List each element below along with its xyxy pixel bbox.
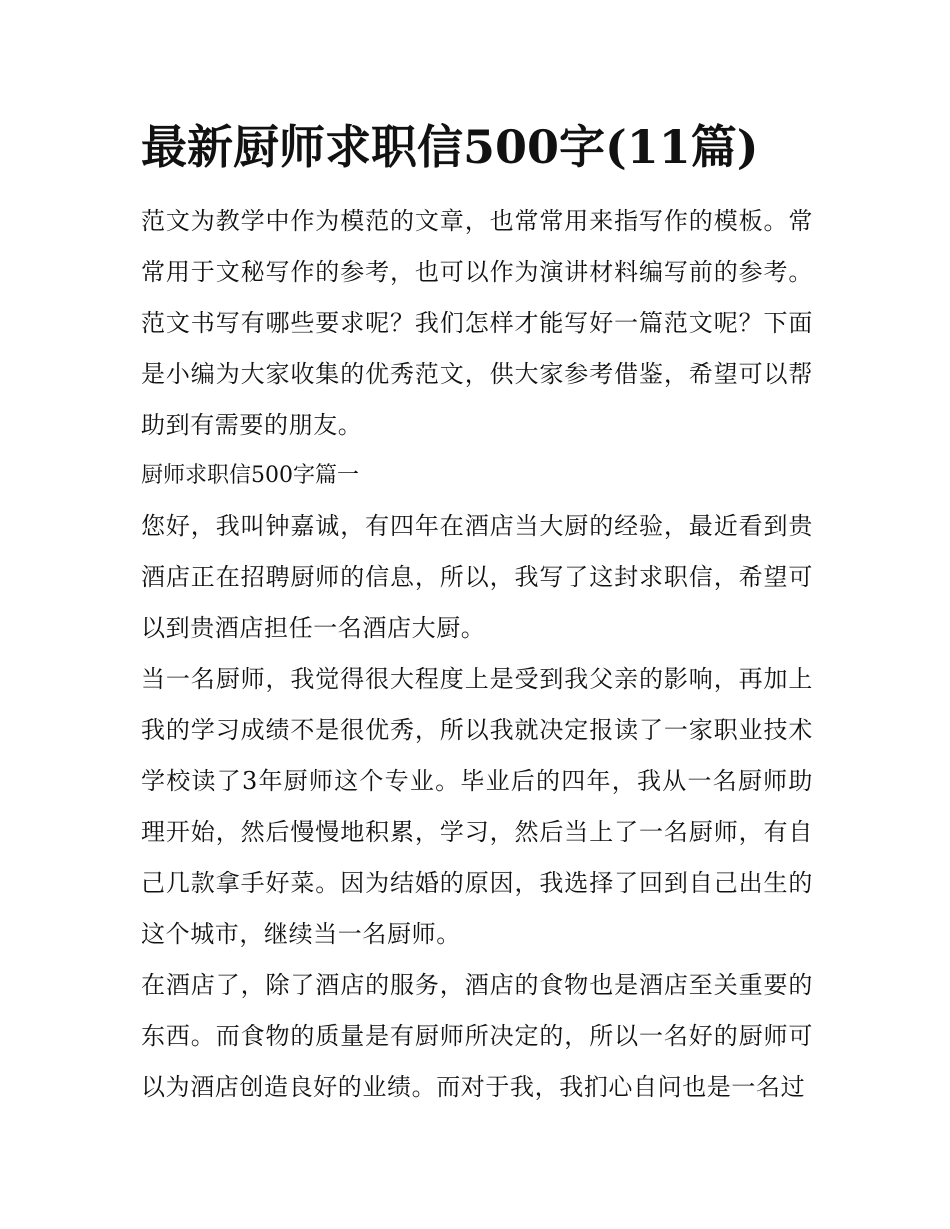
- body-paragraph-3: 在酒店了，除了酒店的服务，酒店的食物也是酒店至关重要的东西。而食物的质量是有厨师所决定的，所以一名好的厨师可以为酒店创造良好的业绩。而对于我，我扪心自问也是一名过: [141, 971, 813, 1101]
- document-page: [141, 112, 813, 1113]
- section-heading: 厨师求职信500字篇一: [141, 463, 359, 488]
- document-title: 最新厨师求职信500字(11篇): [141, 120, 759, 174]
- body-paragraph-2: 当一名厨师，我觉得很大程度上是受到我父亲的影响，再加上我的学习成绩不是很优秀，所以我就决定报读了一家职业技术学校读了3年厨师这个专业。毕业后的四年，我从一名厨师助理开始，然后慢慢地积累，学习，然后当上了一名厨师，有自己几款拿手好菜。因为结婚的原因，我选择了回到自己出生的这个城市，继续当一名厨师。: [141, 665, 813, 948]
- intro-paragraph: 范文为教学中作为模范的文章，也常常用来指写作的模板。常常用于文秘写作的参考，也可以作为演讲材料编写前的参考。范文书写有哪些要求呢？我们怎样才能写好一篇范文呢？下面是小编为大家收集的优秀范文，供大家参考借鉴，希望可以帮助到有需要的朋友。: [141, 207, 813, 439]
- document-body: [141, 196, 813, 1113]
- body-paragraph-1: 您好，我叫钟嘉诚，有四年在酒店当大厨的经验，最近看到贵酒店正在招聘厨师的信息，所以，我写了这封求职信，希望可以到贵酒店担任一名酒店大厨。: [141, 512, 813, 642]
